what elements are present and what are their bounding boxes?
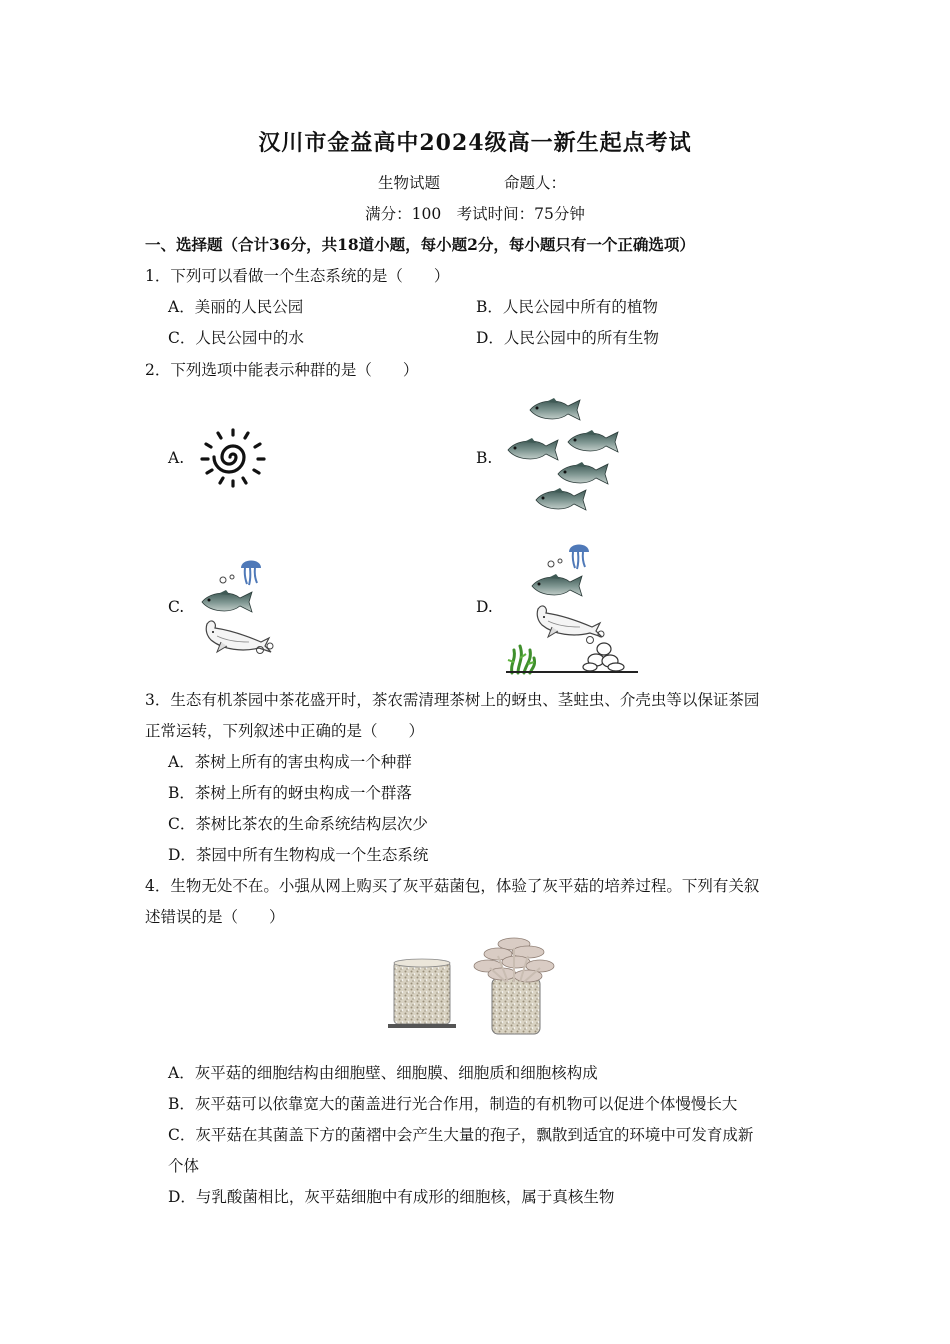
- question-4-option-c: C．灰平菇在其菌盖下方的菌褶中会产生大量的孢子，飘散到适宜的环境中可发育成新: [168, 1126, 754, 1144]
- exam-meta: 满分：100 考试时间：75分钟: [365, 205, 585, 223]
- question-4-stem-line2: 述错误的是（ ）: [145, 908, 285, 926]
- question-4-option-a: A．灰平菇的细胞结构由细胞壁、细胞膜、细胞质和细胞核构成: [168, 1064, 598, 1082]
- question-2-option-c: C.: [168, 598, 185, 616]
- seaweed-icon: [506, 642, 538, 674]
- question-4-stem-line1: 4．生物无处不在。小强从网上购买了灰平菇菌包，体验了灰平菇的培养过程。下列有关叙: [145, 877, 760, 895]
- mushroom-fruiting-icon: [468, 934, 560, 1036]
- question-3-stem-line2: 正常运转，下列叙述中正确的是（ ）: [145, 722, 425, 740]
- subject-label: 生物试题: [378, 174, 441, 192]
- question-3-stem-line1: 3．生态有机茶园中茶花盛开时，茶农需清理茶树上的蚜虫、茎蛀虫、介壳虫等以保证茶园: [145, 691, 760, 709]
- fish-icon: [530, 574, 584, 600]
- question-3-option-d: D．茶园中所有生物构成一个生态系统: [168, 846, 429, 864]
- sun-icon: [198, 426, 268, 488]
- question-2-option-d: D.: [476, 598, 493, 616]
- question-2-option-b: B.: [476, 449, 493, 467]
- bubbles-icon: [546, 556, 566, 570]
- section-heading: 一、选择题（合计36分，共18道小题，每小题2分，每小题只有一个正确选项）: [145, 235, 695, 254]
- jellyfish-icon: [238, 554, 264, 586]
- mushroom-bag-icon: [386, 958, 458, 1032]
- question-1-option-b: B．人民公园中所有的植物: [476, 298, 658, 316]
- question-2-stem: 2．下列选项中能表示种群的是（ ）: [145, 361, 419, 379]
- fish-school-icon: [498, 396, 628, 520]
- jellyfish-icon: [566, 538, 592, 570]
- question-2-option-a: A.: [168, 449, 185, 467]
- seabed-line: [506, 671, 638, 673]
- question-1-option-a: A．美丽的人民公园: [168, 298, 304, 316]
- question-3-option-c: C．茶树比茶农的生命系统结构层次少: [168, 815, 428, 833]
- author-label: 命题人：: [504, 174, 567, 192]
- question-1-stem: 1．下列可以看做一个生态系统的是（ ）: [145, 267, 450, 285]
- question-4-option-c-continued: 个体: [168, 1157, 200, 1175]
- question-4-option-b: B．灰平菇可以依靠宽大的菌盖进行光合作用，制造的有机物可以促进个体慢慢长大: [168, 1095, 738, 1113]
- fish-icon: [200, 590, 254, 616]
- exam-title: 汉川市金益高中2024级高一新生起点考试: [258, 130, 692, 156]
- bubbles-icon: [218, 572, 238, 586]
- bubbles-icon: [254, 640, 276, 656]
- question-4-option-d: D．与乳酸菌相比，灰平菇细胞中有成形的细胞核，属于真核生物: [168, 1188, 615, 1206]
- question-1-option-d: D．人民公园中的所有生物: [476, 329, 659, 347]
- question-3-option-b: B．茶树上所有的蚜虫构成一个群落: [168, 784, 412, 802]
- question-3-option-a: A．茶树上所有的害虫构成一个种群: [168, 753, 412, 771]
- rocks-icon: [578, 640, 628, 672]
- question-1-option-c: C．人民公园中的水: [168, 329, 304, 347]
